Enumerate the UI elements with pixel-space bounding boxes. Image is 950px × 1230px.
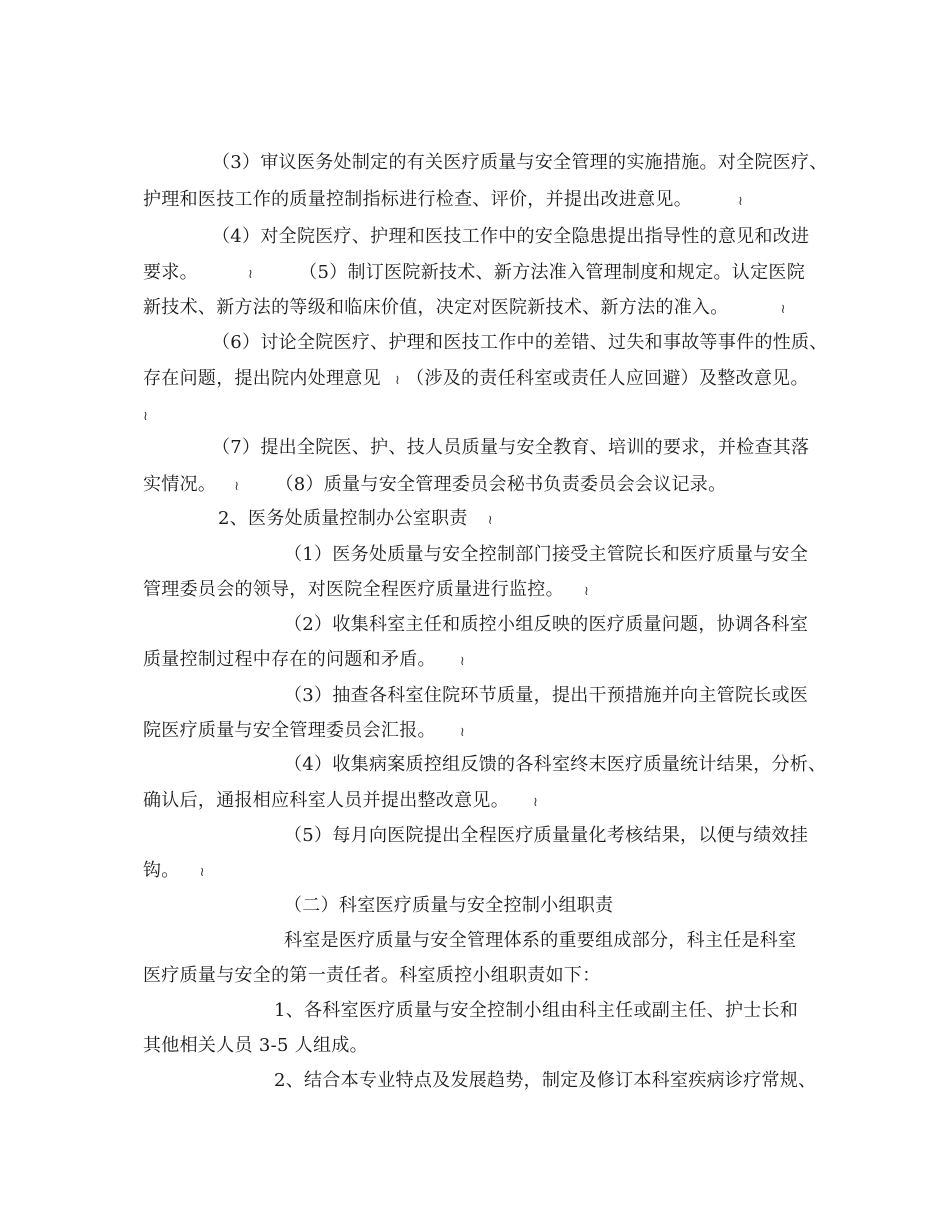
paragraph-mark: ≀ [738, 194, 744, 209]
text-run: （6）讨论全院医疗、护理和医技工作中的差错、过失和事故等事件的性质、 [212, 332, 828, 353]
text-run: （涉及的责任科室或责任人应回避）及整改意见。 [406, 368, 809, 389]
text-run: （4）收集病案质控组反馈的各科室终末医疗质量统计结果，分析、 [284, 754, 827, 775]
paragraph-line [274, 1000, 798, 1022]
text-run: （4）对全院医疗、护理和医技工作中的安全隐患提出指导性的意见和改进 [212, 226, 810, 247]
text-run: （1）医务处质量与安全控制部门接受主管院长和医疗质量与安全 [284, 544, 809, 565]
text-run: （3）抽查各科室住院环节质量，提出干预措施并向主管院长或医 [284, 685, 809, 706]
paragraph-line [143, 860, 205, 884]
paragraph-line [284, 754, 826, 776]
text-run: 要求。 [143, 262, 198, 283]
paragraph-line [143, 368, 809, 392]
paragraph-line [274, 1070, 816, 1092]
paragraph-line [143, 579, 589, 603]
paragraph-mark: ≀ [459, 725, 466, 740]
paragraph-mark: ≀ [459, 654, 466, 669]
paragraph-line [143, 189, 743, 213]
text-run: 质量控制过程中存在的问题和矛盾。 [143, 649, 436, 670]
paragraph-line [284, 544, 808, 566]
paragraph-mark: ≀ [533, 795, 539, 810]
text-run: 钩。 [143, 860, 180, 881]
text-run: （2）收集科室主任和质控小组反映的医疗质量问题，协调各科室 [284, 614, 809, 635]
text-run: （5）每月向医院提出全程医疗质量量化考核结果，以便与绩效挂 [284, 825, 809, 846]
paragraph-line [284, 825, 808, 847]
text-run: 院医疗质量与安全管理委员会汇报。 [143, 720, 436, 741]
paragraph-mark: ≀ [247, 267, 254, 282]
paragraph-line [143, 965, 601, 987]
paragraph-mark: ≀ [234, 479, 240, 494]
paragraph-mark: ≀ [780, 302, 786, 317]
paragraph-line [143, 297, 786, 321]
section-heading [284, 895, 613, 917]
paragraph-line [143, 474, 726, 498]
paragraph-line [284, 685, 808, 707]
paragraph-line [284, 930, 796, 952]
paragraph-line [212, 332, 828, 354]
text-run: 确认后，通报相应科室人员并提出整改意见。 [143, 790, 509, 811]
paragraph-line [212, 437, 809, 459]
text-run: 其他相关人员 3-5 人组成。 [143, 1035, 368, 1056]
paragraph-mark: ≀ [199, 865, 205, 880]
paragraph-line [212, 226, 809, 248]
text-run: 护理和医技工作的质量控制指标进行检查、评价，并提出改进意见。 [143, 189, 692, 210]
paragraph-mark: ≀ [583, 584, 590, 599]
paragraph-line [143, 790, 538, 814]
paragraph-line [143, 720, 465, 744]
paragraph-line [143, 649, 465, 673]
text-run: （3）审议医务处制定的有关医疗质量与安全管理的实施措施。对全院医疗、 [212, 152, 828, 173]
text-run: 管理委员会的领导，对医院全程医疗质量进行监控。 [143, 579, 564, 600]
text-run: 2、结合本专业特点及发展趋势，制定及修订本科室疾病诊疗常规、 [274, 1070, 817, 1091]
paragraph-line [143, 262, 805, 286]
section-heading [218, 508, 493, 532]
text-run: 实情况。 [143, 474, 217, 495]
text-run: 存在问题，提出院内处理意见 [143, 368, 381, 389]
paragraph-mark: ≀ [487, 513, 493, 528]
text-run: 医疗质量与安全的第一责任者。科室质控小组职责如下： [143, 965, 601, 986]
text-run: （5）制订医院新技术、新方法准入管理制度和规定。认定医院 [299, 262, 806, 283]
paragraph-line [143, 404, 148, 428]
paragraph-mark: ≀ [143, 409, 149, 424]
text-run: 科室是医疗质量与安全管理体系的重要组成部分，科主任是科室 [284, 930, 797, 951]
paragraph-mark: ≀ [394, 373, 401, 388]
text-run: 新技术、新方法的等级和临床价值，决定对医院新技术、新方法的准入。 [143, 297, 729, 318]
text-run: 2、医务处质量控制办公室职责 [218, 508, 468, 529]
paragraph-line [143, 1035, 368, 1057]
paragraph-line [212, 152, 828, 174]
text-run: （8）质量与安全管理委员会秘书负责委员会会议记录。 [275, 474, 727, 495]
text-run: （7）提出全院医、护、技人员质量与安全教育、培训的要求，并检查其落 [212, 437, 810, 458]
text-run: 1、各科室医疗质量与安全控制小组由科主任或副主任、护士长和 [274, 1000, 799, 1021]
text-run: （二）科室医疗质量与安全控制小组职责 [284, 895, 614, 916]
paragraph-line [284, 614, 808, 636]
